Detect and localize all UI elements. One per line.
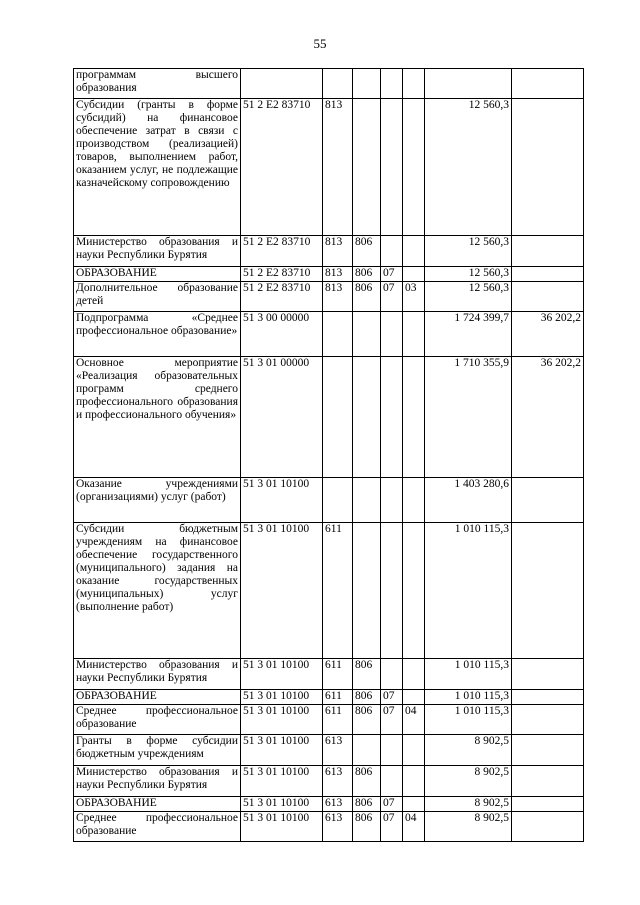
row-name-cell: ОБРАЗОВАНИЕ bbox=[74, 690, 241, 705]
row-sum2-cell bbox=[512, 812, 584, 842]
row-section-cell: 07 bbox=[381, 812, 403, 842]
row-section-cell: 07 bbox=[381, 705, 403, 735]
row-sum2-cell bbox=[512, 282, 584, 312]
row-expense-type-cell: 813 bbox=[323, 99, 353, 236]
row-section-cell bbox=[381, 523, 403, 659]
table-row bbox=[74, 282, 584, 312]
row-section-cell: 07 bbox=[381, 267, 403, 282]
row-name-cell: Субсидии бюджетным учреждениям на финансовое обеспечение государственного (муниципального) задания на оказание государственных (муниципальных) услуг (выполнение работ) bbox=[74, 523, 241, 659]
row-name-cell: ОБРАЗОВАНИЕ bbox=[74, 267, 241, 282]
row-subsection-cell bbox=[403, 478, 425, 523]
table-row bbox=[74, 478, 584, 523]
row-sum2-cell bbox=[512, 267, 584, 282]
row-sum-cell: 1 010 115,3 bbox=[425, 659, 512, 690]
row-sum-cell bbox=[425, 69, 512, 99]
row-section-cell bbox=[381, 99, 403, 236]
row-expense-type-cell: 611 bbox=[323, 659, 353, 690]
row-code-cell: 51 3 01 10100 bbox=[241, 690, 323, 705]
row-ministry-cell: 806 bbox=[353, 659, 381, 690]
row-name-cell: Среднее профессиональное образование bbox=[74, 705, 241, 735]
row-sum2-cell bbox=[512, 69, 584, 99]
row-subsection-cell bbox=[403, 659, 425, 690]
row-subsection-cell bbox=[403, 99, 425, 236]
row-sum2-cell: 36 202,2 bbox=[512, 357, 584, 478]
row-name-cell: Оказание учреждениями (организациями) услуг (работ) bbox=[74, 478, 241, 523]
row-code-cell: 51 2 E2 83710 bbox=[241, 267, 323, 282]
row-sum2-cell bbox=[512, 478, 584, 523]
row-code-cell: 51 3 00 00000 bbox=[241, 312, 323, 357]
row-name-cell: ОБРАЗОВАНИЕ bbox=[74, 797, 241, 812]
row-expense-type-cell: 813 bbox=[323, 267, 353, 282]
row-name-cell: Дополнительное образование детей bbox=[74, 282, 241, 312]
row-sum-cell: 8 902,5 bbox=[425, 735, 512, 766]
budget-table bbox=[73, 68, 584, 842]
row-name-cell: Министерство образования и науки Республики Бурятия bbox=[74, 766, 241, 797]
row-sum-cell: 1 010 115,3 bbox=[425, 705, 512, 735]
page-number: 55 bbox=[313, 36, 327, 51]
row-expense-type-cell bbox=[323, 357, 353, 478]
row-expense-type-cell: 611 bbox=[323, 705, 353, 735]
row-subsection-cell bbox=[403, 523, 425, 659]
row-code-cell: 51 3 01 10100 bbox=[241, 523, 323, 659]
row-sum-cell: 8 902,5 bbox=[425, 766, 512, 797]
row-code-cell: 51 3 01 10100 bbox=[241, 478, 323, 523]
row-ministry-cell: 806 bbox=[353, 282, 381, 312]
table-row bbox=[74, 312, 584, 357]
row-expense-type-cell bbox=[323, 312, 353, 357]
table-row bbox=[74, 99, 584, 236]
row-name-cell: Основное мероприятие «Реализация образовательных программ среднего профессионального образования и профессионального обучения» bbox=[74, 357, 241, 478]
row-ministry-cell: 806 bbox=[353, 812, 381, 842]
row-section-cell bbox=[381, 312, 403, 357]
row-sum-cell: 8 902,5 bbox=[425, 797, 512, 812]
row-sum-cell: 1 710 355,9 bbox=[425, 357, 512, 478]
row-section-cell bbox=[381, 735, 403, 766]
row-section-cell bbox=[381, 766, 403, 797]
row-section-cell: 07 bbox=[381, 797, 403, 812]
table-row bbox=[74, 735, 584, 766]
row-subsection-cell: 04 bbox=[403, 705, 425, 735]
row-sum2-cell bbox=[512, 523, 584, 659]
row-subsection-cell bbox=[403, 267, 425, 282]
row-subsection-cell: 04 bbox=[403, 812, 425, 842]
row-sum-cell: 12 560,3 bbox=[425, 282, 512, 312]
row-ministry-cell bbox=[353, 69, 381, 99]
row-code-cell: 51 3 01 10100 bbox=[241, 766, 323, 797]
row-code-cell: 51 2 E2 83710 bbox=[241, 282, 323, 312]
row-expense-type-cell: 611 bbox=[323, 523, 353, 659]
table-row bbox=[74, 236, 584, 267]
row-code-cell: 51 3 01 10100 bbox=[241, 735, 323, 766]
row-ministry-cell bbox=[353, 478, 381, 523]
row-subsection-cell bbox=[403, 690, 425, 705]
row-section-cell bbox=[381, 659, 403, 690]
row-sum2-cell bbox=[512, 735, 584, 766]
row-ministry-cell bbox=[353, 357, 381, 478]
row-sum2-cell bbox=[512, 766, 584, 797]
row-code-cell: 51 3 01 10100 bbox=[241, 659, 323, 690]
row-sum-cell: 1 010 115,3 bbox=[425, 690, 512, 705]
row-code-cell: 51 2 E2 83710 bbox=[241, 236, 323, 267]
row-ministry-cell: 806 bbox=[353, 690, 381, 705]
row-ministry-cell bbox=[353, 735, 381, 766]
row-code-cell: 51 3 01 10100 bbox=[241, 705, 323, 735]
row-sum2-cell bbox=[512, 690, 584, 705]
row-ministry-cell bbox=[353, 523, 381, 659]
row-sum-cell: 1 724 399,7 bbox=[425, 312, 512, 357]
row-name-cell: Подпрограмма «Среднее профессиональное образование» bbox=[74, 312, 241, 357]
row-name-cell: Министерство образования и науки Республики Бурятия bbox=[74, 659, 241, 690]
row-sum-cell: 1 010 115,3 bbox=[425, 523, 512, 659]
row-ministry-cell: 806 bbox=[353, 797, 381, 812]
table-row bbox=[74, 797, 584, 812]
row-expense-type-cell bbox=[323, 69, 353, 99]
row-subsection-cell bbox=[403, 236, 425, 267]
row-code-cell: 51 3 01 10100 bbox=[241, 797, 323, 812]
row-ministry-cell: 806 bbox=[353, 705, 381, 735]
row-expense-type-cell: 613 bbox=[323, 735, 353, 766]
row-sum2-cell: 36 202,2 bbox=[512, 312, 584, 357]
table-row bbox=[74, 267, 584, 282]
table-row bbox=[74, 812, 584, 842]
row-expense-type-cell: 813 bbox=[323, 282, 353, 312]
row-ministry-cell bbox=[353, 99, 381, 236]
row-name-cell: программам высшего образования bbox=[74, 69, 241, 99]
row-expense-type-cell bbox=[323, 478, 353, 523]
row-code-cell: 51 2 E2 83710 bbox=[241, 99, 323, 236]
row-sum-cell: 12 560,3 bbox=[425, 99, 512, 236]
row-name-cell: Министерство образования и науки Республики Бурятия bbox=[74, 236, 241, 267]
row-code-cell: 51 3 01 00000 bbox=[241, 357, 323, 478]
row-subsection-cell bbox=[403, 312, 425, 357]
row-section-cell: 07 bbox=[381, 690, 403, 705]
table-row bbox=[74, 705, 584, 735]
row-expense-type-cell: 613 bbox=[323, 797, 353, 812]
budget-table-body bbox=[74, 69, 584, 842]
row-sum-cell: 12 560,3 bbox=[425, 267, 512, 282]
row-sum-cell: 8 902,5 bbox=[425, 812, 512, 842]
row-expense-type-cell: 613 bbox=[323, 812, 353, 842]
table-row bbox=[74, 690, 584, 705]
table-row bbox=[74, 357, 584, 478]
row-section-cell bbox=[381, 478, 403, 523]
table-row bbox=[74, 766, 584, 797]
row-name-cell: Среднее профессиональное образование bbox=[74, 812, 241, 842]
row-subsection-cell: 03 bbox=[403, 282, 425, 312]
row-section-cell bbox=[381, 357, 403, 478]
row-sum2-cell bbox=[512, 705, 584, 735]
row-subsection-cell bbox=[403, 766, 425, 797]
row-section-cell bbox=[381, 236, 403, 267]
table-row bbox=[74, 69, 584, 99]
row-expense-type-cell: 613 bbox=[323, 766, 353, 797]
row-sum2-cell bbox=[512, 659, 584, 690]
row-sum2-cell bbox=[512, 236, 584, 267]
row-ministry-cell: 806 bbox=[353, 236, 381, 267]
row-section-cell bbox=[381, 69, 403, 99]
row-sum2-cell bbox=[512, 99, 584, 236]
row-expense-type-cell: 611 bbox=[323, 690, 353, 705]
row-name-cell: Гранты в форме субсидии бюджетным учреждениям bbox=[74, 735, 241, 766]
row-code-cell bbox=[241, 69, 323, 99]
row-sum2-cell bbox=[512, 797, 584, 812]
row-section-cell: 07 bbox=[381, 282, 403, 312]
row-sum-cell: 12 560,3 bbox=[425, 236, 512, 267]
row-code-cell: 51 3 01 10100 bbox=[241, 812, 323, 842]
table-row bbox=[74, 523, 584, 659]
row-name-cell: Субсидии (гранты в форме субсидий) на финансовое обеспечение затрат в связи с производством (реализацией) товаров, выполнением работ, оказанием услуг, не подлежащие казначейскому сопровождению bbox=[74, 99, 241, 236]
row-ministry-cell: 806 bbox=[353, 766, 381, 797]
row-subsection-cell bbox=[403, 797, 425, 812]
row-sum-cell: 1 403 280,6 bbox=[425, 478, 512, 523]
row-subsection-cell bbox=[403, 357, 425, 478]
row-ministry-cell: 806 bbox=[353, 267, 381, 282]
row-subsection-cell bbox=[403, 69, 425, 99]
row-subsection-cell bbox=[403, 735, 425, 766]
row-expense-type-cell: 813 bbox=[323, 236, 353, 267]
row-ministry-cell bbox=[353, 312, 381, 357]
table-row bbox=[74, 659, 584, 690]
